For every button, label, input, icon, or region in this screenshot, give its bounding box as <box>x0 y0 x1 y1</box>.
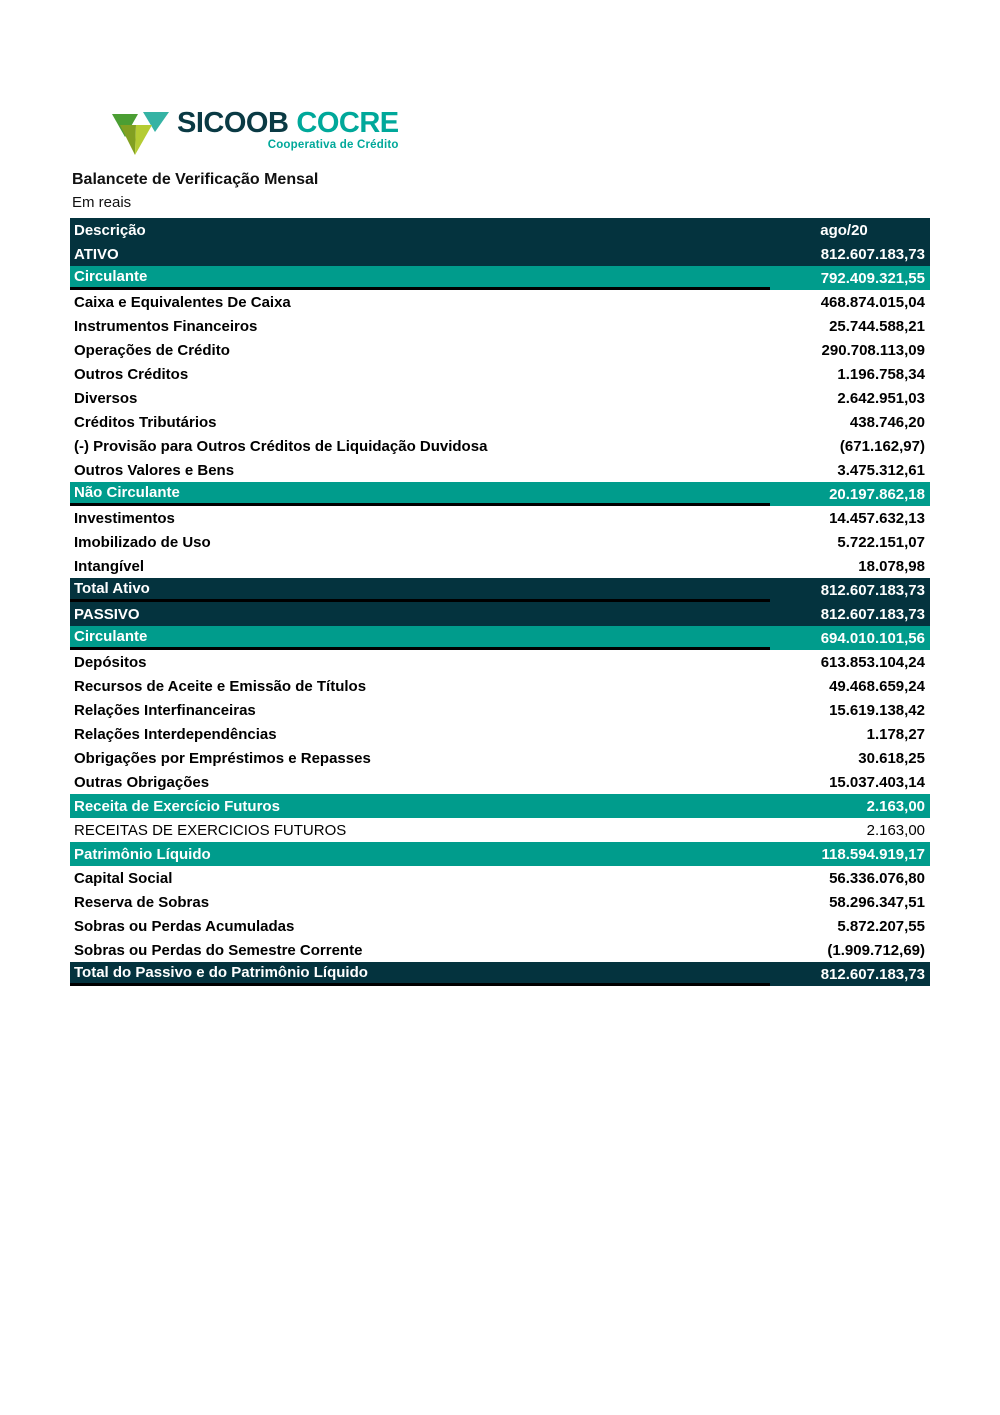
row-label: Não Circulante <box>70 482 770 506</box>
page-title: Balancete de Verificação Mensal <box>72 171 319 188</box>
row-label: RECEITAS DE EXERCICIOS FUTUROS <box>74 821 347 839</box>
row-label: Imobilizado de Uso <box>74 533 211 551</box>
row-label: Receita de Exercício Futuros <box>74 797 280 815</box>
logo-tagline: Cooperativa de Crédito <box>267 139 399 151</box>
row-label: Circulante <box>70 626 770 650</box>
row-label: Sobras ou Perdas do Semestre Corrente <box>74 941 363 959</box>
row-value: 812.607.183,73 <box>820 245 925 263</box>
row-value: 613.853.104,24 <box>820 653 925 671</box>
table-row <box>70 842 930 866</box>
row-value: 694.010.101,56 <box>820 629 925 647</box>
row-value: 812.607.183,73 <box>820 581 925 599</box>
row-label: Relações Interfinanceiras <box>74 701 256 719</box>
row-label: Outras Obrigações <box>74 773 210 791</box>
table-row <box>70 338 930 362</box>
table-row <box>70 962 930 986</box>
column-header-description: Descrição <box>74 221 146 239</box>
table-row <box>70 674 930 698</box>
logo-suffix-text: COCRE <box>296 107 399 139</box>
row-value: (1.909.712,69) <box>827 941 925 959</box>
row-label: Créditos Tributários <box>74 413 217 431</box>
table-row <box>70 746 930 770</box>
row-value: 20.197.862,18 <box>829 485 925 503</box>
row-label: Capital Social <box>74 869 173 887</box>
row-label: Total Ativo <box>70 578 770 602</box>
row-value: 18.078,98 <box>858 557 925 575</box>
table-header-row <box>70 218 930 242</box>
table-row <box>70 458 930 482</box>
row-label: Circulante <box>70 266 770 290</box>
row-value: 49.468.659,24 <box>829 677 925 695</box>
row-value: (671.162,97) <box>839 437 925 455</box>
row-label: Instrumentos Financeiros <box>74 317 258 335</box>
row-value: 30.618,25 <box>858 749 925 767</box>
table-row <box>70 362 930 386</box>
row-label: PASSIVO <box>74 605 140 623</box>
table-row <box>70 914 930 938</box>
row-value: 3.475.312,61 <box>837 461 925 479</box>
table-row <box>70 434 930 458</box>
row-value: 15.037.403,14 <box>829 773 925 791</box>
row-value: 812.607.183,73 <box>820 605 925 623</box>
row-value: 15.619.138,42 <box>829 701 925 719</box>
table-row <box>70 482 930 506</box>
row-value: 5.722.151,07 <box>837 533 925 551</box>
table-row <box>70 602 930 626</box>
row-label: Sobras ou Perdas Acumuladas <box>74 917 295 935</box>
row-value: 118.594.919,17 <box>821 845 925 863</box>
table-row <box>70 866 930 890</box>
table-row <box>70 290 930 314</box>
table-row <box>70 938 930 962</box>
row-value: 1.178,27 <box>866 725 925 743</box>
table-row <box>70 698 930 722</box>
row-label: Total do Passivo e do Patrimônio Líquido <box>70 962 770 986</box>
row-value: 1.196.758,34 <box>837 365 925 383</box>
table-row <box>70 386 930 410</box>
table-row <box>70 650 930 674</box>
sicoob-cocre-logo <box>110 109 399 158</box>
logo-brand-text: SICOOB <box>177 107 289 139</box>
column-header-period: ago/20 <box>820 221 868 239</box>
table-row <box>70 242 930 266</box>
row-value: 25.744.588,21 <box>829 317 925 335</box>
row-value: 468.874.015,04 <box>820 293 925 311</box>
row-value: 56.336.076,80 <box>829 869 925 887</box>
row-value: 5.872.207,55 <box>837 917 925 935</box>
table-row <box>70 626 930 650</box>
table-row <box>70 770 930 794</box>
row-label: Outros Créditos <box>74 365 189 383</box>
row-value: 290.708.113,09 <box>821 341 925 359</box>
row-label: Depósitos <box>74 653 147 671</box>
row-label: Intangível <box>74 557 145 575</box>
row-value: 2.163,00 <box>866 797 925 815</box>
table-row <box>70 554 930 578</box>
row-label: Outros Valores e Bens <box>74 461 235 479</box>
row-value: 2.642.951,03 <box>837 389 925 407</box>
table-row <box>70 530 930 554</box>
row-value: 58.296.347,51 <box>829 893 925 911</box>
row-label: Investimentos <box>74 509 175 527</box>
row-label: Relações Interdependências <box>74 725 277 743</box>
table-row <box>70 578 930 602</box>
table-row <box>70 890 930 914</box>
page-subtitle: Em reais <box>72 194 132 211</box>
row-label: Caixa e Equivalentes De Caixa <box>74 293 291 311</box>
row-label: Diversos <box>74 389 138 407</box>
table-row <box>70 818 930 842</box>
table-row <box>70 722 930 746</box>
sicoob-logo-icon <box>110 111 170 158</box>
row-value: 812.607.183,73 <box>820 965 925 983</box>
row-label: Obrigações por Empréstimos e Repasses <box>74 749 371 767</box>
logo-wordmark-row <box>177 109 399 138</box>
table-row <box>70 314 930 338</box>
table-row <box>70 266 930 290</box>
row-value: 792.409.321,55 <box>820 269 925 287</box>
row-label: Patrimônio Líquido <box>74 845 211 863</box>
table-row <box>70 410 930 434</box>
row-label: Recursos de Aceite e Emissão de Títulos <box>74 677 367 695</box>
row-value: 14.457.632,13 <box>829 509 925 527</box>
row-label: Operações de Crédito <box>74 341 230 359</box>
logo-wordmark <box>177 109 399 151</box>
row-label: ATIVO <box>74 245 119 263</box>
table-row <box>70 794 930 818</box>
balance-table <box>70 218 930 986</box>
table-body <box>70 242 930 986</box>
row-label: Reserva de Sobras <box>74 893 210 911</box>
row-value: 438.746,20 <box>849 413 925 431</box>
row-value: 2.163,00 <box>866 821 925 839</box>
row-label: (-) Provisão para Outros Créditos de Liquidação Duvidosa <box>74 437 488 455</box>
table-row <box>70 506 930 530</box>
